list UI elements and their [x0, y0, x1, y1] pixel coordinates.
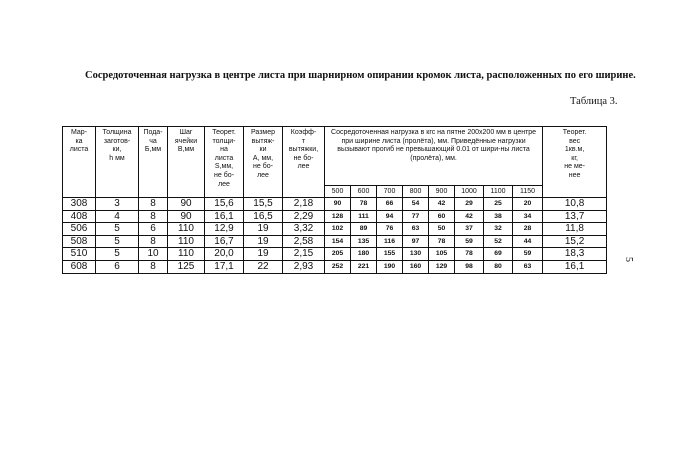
cell-load: 98: [455, 260, 484, 273]
cell-load: 25: [484, 198, 513, 211]
cell-thickness: 5: [96, 235, 139, 248]
document-title: Сосредоточенная нагрузка в центре листа при шарнирном опирании кромок листа, расположенных по его ширине.: [85, 70, 636, 81]
cell-stretch-size: 16,5: [244, 210, 283, 223]
cell-load: 42: [455, 210, 484, 223]
cell-stretch-size: 19: [244, 223, 283, 236]
table-label: Таблица 3.: [570, 96, 618, 107]
cell-load: 205: [325, 248, 351, 261]
cell-load: 154: [325, 235, 351, 248]
table-row: [63, 260, 607, 273]
table-row: [63, 198, 607, 211]
cell-mark: 308: [63, 198, 96, 211]
cell-coeff: 2,58: [283, 235, 325, 248]
cell-thickness: 3: [96, 198, 139, 211]
cell-stretch-size: 19: [244, 248, 283, 261]
header-theor-thickness: Теорет. толщи- на листа S,мм, не бо- лее: [205, 127, 244, 198]
cell-theor-thickness: 12,9: [205, 223, 244, 236]
cell-weight: 11,8: [543, 223, 607, 236]
cell-load: 180: [351, 248, 377, 261]
cell-step: 125: [168, 260, 205, 273]
cell-mark: 508: [63, 235, 96, 248]
cell-mark: 408: [63, 210, 96, 223]
header-width: 1000: [455, 186, 484, 198]
header-width: 500: [325, 186, 351, 198]
header-coeff: Коэфф- т вытяжки, не бо- лее: [283, 127, 325, 198]
header-stretch-size: Размер вытяж- ки А, мм, не бо- лее: [244, 127, 283, 198]
cell-feed: 8: [139, 198, 168, 211]
cell-load: 77: [403, 210, 429, 223]
cell-load: 52: [484, 235, 513, 248]
cell-coeff: 2,15: [283, 248, 325, 261]
cell-load: 128: [325, 210, 351, 223]
cell-load: 63: [513, 260, 543, 273]
cell-load: 20: [513, 198, 543, 211]
cell-load: 59: [455, 235, 484, 248]
cell-weight: 18,3: [543, 248, 607, 261]
cell-coeff: 3,32: [283, 223, 325, 236]
cell-step: 110: [168, 223, 205, 236]
cell-weight: 15,2: [543, 235, 607, 248]
cell-load: 252: [325, 260, 351, 273]
header-width: 1100: [484, 186, 513, 198]
cell-load: 69: [484, 248, 513, 261]
header-load: Сосредоточенная нагрузка в кгс на пятне 200х200 мм в центре при ширине листа (пролёта), мм. Приведённые нагрузки вызывают прогиб не превышающий 0.01 от шири-ны листа (пролёта), мм.: [325, 127, 543, 186]
cell-load: 44: [513, 235, 543, 248]
cell-load: 34: [513, 210, 543, 223]
cell-load: 60: [429, 210, 455, 223]
cell-load: 63: [403, 223, 429, 236]
cell-load: 105: [429, 248, 455, 261]
cell-load: 190: [377, 260, 403, 273]
header-feed: Пода- ча Б,мм: [139, 127, 168, 198]
table-row: [63, 223, 607, 236]
cell-theor-thickness: 16,1: [205, 210, 244, 223]
cell-load: 129: [429, 260, 455, 273]
cell-coeff: 2,18: [283, 198, 325, 211]
cell-mark: 510: [63, 248, 96, 261]
cell-theor-thickness: 15,6: [205, 198, 244, 211]
cell-stretch-size: 19: [244, 235, 283, 248]
cell-load: 32: [484, 223, 513, 236]
cell-load: 50: [429, 223, 455, 236]
cell-load: 59: [513, 248, 543, 261]
cell-load: 160: [403, 260, 429, 273]
cell-load: 66: [377, 198, 403, 211]
cell-load: 94: [377, 210, 403, 223]
cell-load: 135: [351, 235, 377, 248]
cell-load: 28: [513, 223, 543, 236]
header-width: 1150: [513, 186, 543, 198]
cell-theor-thickness: 20,0: [205, 248, 244, 261]
table-row: [63, 210, 607, 223]
header-width: 700: [377, 186, 403, 198]
header-thickness: Толщина заготов- ки, h мм: [96, 127, 139, 198]
cell-mark: 608: [63, 260, 96, 273]
header-width: 900: [429, 186, 455, 198]
cell-load: 221: [351, 260, 377, 273]
table-row: [63, 235, 607, 248]
load-table: [62, 126, 607, 274]
cell-load: 111: [351, 210, 377, 223]
cell-load: 38: [484, 210, 513, 223]
cell-feed: 8: [139, 260, 168, 273]
cell-load: 54: [403, 198, 429, 211]
cell-load: 29: [455, 198, 484, 211]
cell-feed: 6: [139, 223, 168, 236]
cell-weight: 10,8: [543, 198, 607, 211]
cell-thickness: 6: [96, 260, 139, 273]
cell-stretch-size: 15,5: [244, 198, 283, 211]
cell-load: 76: [377, 223, 403, 236]
cell-load: 116: [377, 235, 403, 248]
cell-weight: 16,1: [543, 260, 607, 273]
cell-weight: 13,7: [543, 210, 607, 223]
cell-coeff: 2,93: [283, 260, 325, 273]
cell-feed: 8: [139, 235, 168, 248]
cell-load: 78: [429, 235, 455, 248]
cell-step: 90: [168, 210, 205, 223]
cell-thickness: 5: [96, 223, 139, 236]
cell-stretch-size: 22: [244, 260, 283, 273]
cell-thickness: 5: [96, 248, 139, 261]
cell-theor-thickness: 17,1: [205, 260, 244, 273]
cell-load: 97: [403, 235, 429, 248]
cell-load: 155: [377, 248, 403, 261]
cell-theor-thickness: 16,7: [205, 235, 244, 248]
cell-step: 110: [168, 235, 205, 248]
header-mark: Мар- ка листа: [63, 127, 96, 198]
cell-load: 78: [351, 198, 377, 211]
cell-load: 90: [325, 198, 351, 211]
cell-load: 80: [484, 260, 513, 273]
header-weight: Теорет. вес 1кв.м, кг, не ме- нее: [543, 127, 607, 198]
header-cell-step: Шаг ячейки B,мм: [168, 127, 205, 198]
cell-feed: 10: [139, 248, 168, 261]
page-number: 5: [623, 257, 634, 262]
cell-feed: 8: [139, 210, 168, 223]
table-row: [63, 248, 607, 261]
cell-load: 42: [429, 198, 455, 211]
cell-coeff: 2,29: [283, 210, 325, 223]
header-width: 600: [351, 186, 377, 198]
cell-load: 102: [325, 223, 351, 236]
cell-load: 130: [403, 248, 429, 261]
cell-step: 90: [168, 198, 205, 211]
cell-step: 110: [168, 248, 205, 261]
cell-load: 89: [351, 223, 377, 236]
header-width: 800: [403, 186, 429, 198]
cell-load: 78: [455, 248, 484, 261]
cell-mark: 506: [63, 223, 96, 236]
cell-thickness: 4: [96, 210, 139, 223]
cell-load: 37: [455, 223, 484, 236]
